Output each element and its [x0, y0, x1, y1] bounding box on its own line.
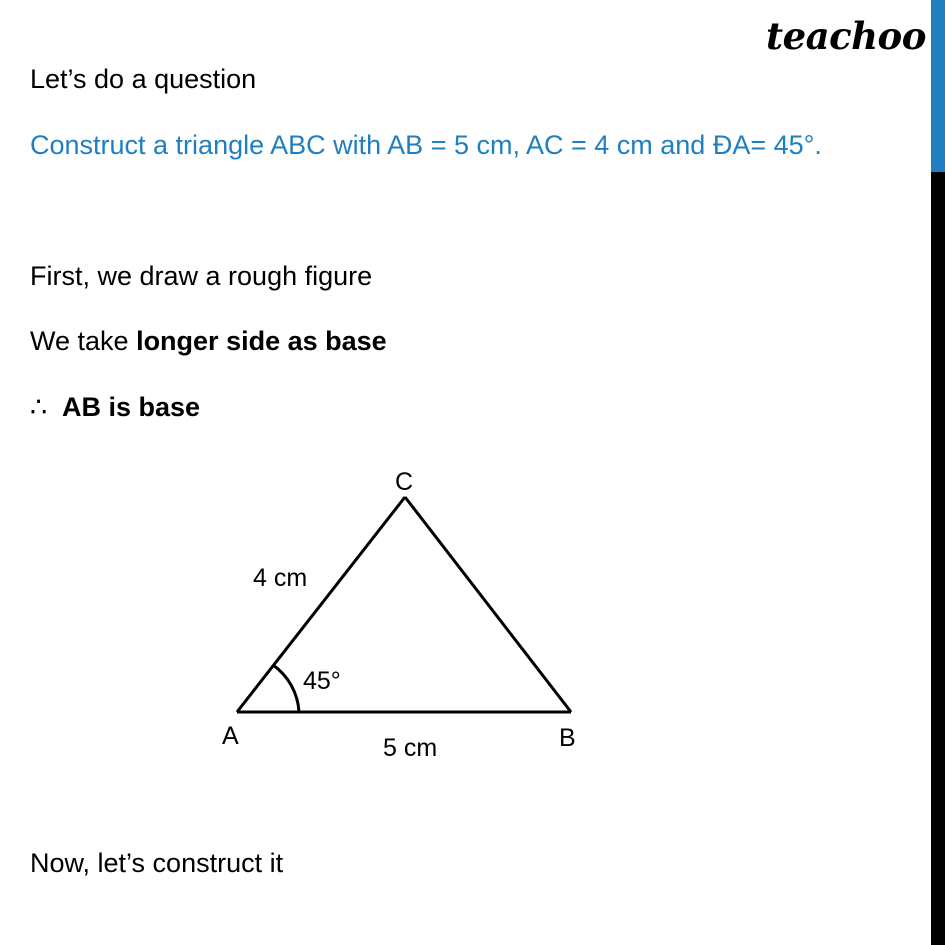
- question-text: Construct a triangle ABC with AB = 5 cm, AC = 4 cm and ÐA= 45°.: [30, 130, 822, 160]
- side-bc-line: [405, 497, 571, 712]
- closing-text: Now, let’s construct it: [30, 848, 284, 878]
- therefore-icon: ∴: [30, 392, 48, 422]
- side-ac-label: 4 cm: [253, 564, 308, 592]
- vertex-a-label: A: [222, 722, 239, 750]
- angle-a-label: 45°: [303, 667, 341, 695]
- base-rule-bold: longer side as base: [136, 326, 387, 356]
- intro-text: Let’s do a question: [30, 64, 257, 94]
- base-rule-prefix: We take: [30, 326, 137, 356]
- vertex-b-label: B: [559, 724, 576, 752]
- side-ab-label: 5 cm: [383, 734, 438, 762]
- rough-figure-text: First, we draw a rough figure: [30, 261, 373, 291]
- vertex-c-label: C: [395, 468, 414, 496]
- angle-a-arc: [273, 665, 299, 712]
- teachoo-logo: teachoo: [766, 14, 926, 58]
- therefore-text: AB is base: [62, 392, 201, 422]
